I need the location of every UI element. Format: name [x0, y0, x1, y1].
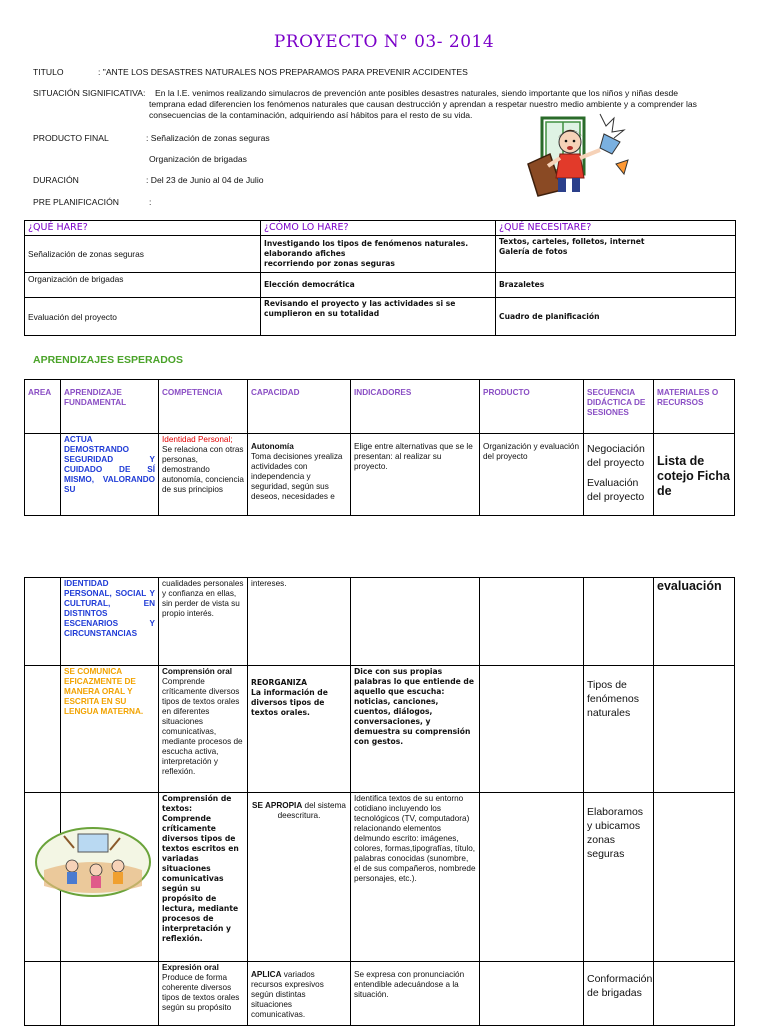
plan-necesito-line: Textos, carteles, folletos, internet: [499, 237, 645, 246]
producto-value-1: : Señalización de zonas seguras: [146, 133, 270, 143]
header-competencia: COMPETENCIA: [159, 380, 248, 434]
secuencia-cell: [584, 578, 654, 666]
producto-value-2: Organización de brigadas: [149, 154, 247, 164]
capacidad-cell: [248, 793, 351, 962]
producto-cell: Organización y evaluación del proyecto: [480, 434, 584, 516]
secuencia-item: Negociación del proyecto: [587, 443, 645, 469]
plan-necesito-cell: Brazaletes: [496, 273, 736, 298]
header-producto: PRODUCTO: [480, 380, 584, 434]
classroom-illustration: [34, 826, 152, 898]
capacidad-cell: intereses.: [248, 578, 351, 666]
materiales-cell: [654, 793, 735, 962]
table-row: [25, 273, 736, 298]
capacidad-heading: REORGANIZA: [251, 678, 308, 687]
duracion-value: : Del 23 de Junio al 04 de Julio: [146, 175, 264, 185]
plan-necesito-line: Galería de fotos: [499, 247, 568, 256]
producto-label: PRODUCTO FINAL: [33, 133, 109, 143]
plan-header-como: ¿CÓMO LO HARE?: [261, 221, 496, 236]
plan-como-cell: [261, 298, 496, 336]
capacidad-cell: [248, 962, 351, 1026]
pre-planificacion-value: :: [149, 197, 152, 207]
capacidad-text: La información de diversos tipos de textos orales.: [251, 688, 328, 717]
situacion-line-2: temprana edad diferencien los fenómenos naturales que causan destrucción y aprendan a respetar nuestro medio ambiente y a comprender las: [149, 99, 697, 109]
capacidad-text: variados recursos expresivos según distintas situaciones comunicativas.: [251, 970, 324, 1019]
plan-necesito-cell: Cuadro de planificación: [496, 298, 736, 336]
aprendizaje-cell: [61, 962, 159, 1026]
capacidad-text: Toma decisiones yrealiza actividades con independencia y seguridad, según sus deseos, necesidades e: [251, 452, 343, 501]
capacidad-heading: SE APROPIA: [252, 801, 303, 810]
indicadores-cell: Se expresa con pronunciación entendible adecuándose a la situación.: [351, 962, 480, 1026]
capacidad-cell: [248, 666, 351, 793]
header-indicadores: INDICADORES: [351, 380, 480, 434]
plan-como-line: cumplieron en su totalidad: [264, 309, 380, 318]
section-title: APRENDIZAJES ESPERADOS: [33, 354, 183, 366]
header-secuencia: SECUENCIA DIDÁCTICA DE SESIONES: [584, 380, 654, 434]
plan-como-cell: [261, 236, 496, 273]
titulo-value: : "ANTE LOS DESASTRES NATURALES NOS PREPARAMOS PARA PREVENIR ACCIDENTES: [98, 67, 468, 77]
capacidad-text: del sistema deescritura.: [277, 801, 346, 820]
capacidad-heading: Autonomía: [251, 442, 294, 451]
learning-table-continued: [24, 577, 735, 1026]
secuencia-cell: Conformación de brigadas: [584, 962, 654, 1026]
plan-como-line: Investigando los tipos de fenómenos naturales.: [264, 239, 469, 248]
table-row: [25, 236, 736, 273]
plan-que-cell: Organización de brigadas: [25, 273, 261, 298]
girl-window-illustration: [520, 104, 632, 200]
situacion-label: SITUACIÓN SIGNIFICATIVA:: [33, 88, 146, 98]
competencia-text: Comprende críticamente diversos tipos de textos orales en diferentes situaciones comunicativas, mediante procesos de escucha activa, interpretación y reflexión.: [162, 677, 243, 776]
area-cell: [25, 434, 61, 516]
competencia-cell: [159, 793, 248, 962]
competencia-heading: Identidad Personal;: [162, 435, 233, 444]
header-capacidad: CAPACIDAD: [248, 380, 351, 434]
capacidad-heading: APLICA: [251, 970, 282, 979]
competencia-heading: Comprensión de textos:: [162, 794, 232, 813]
table-row: [25, 666, 735, 793]
competencia-text: Se relaciona con otras personas, demostrando autonomía, conciencia de sus principios: [162, 445, 244, 494]
area-cell: [25, 578, 61, 666]
competencia-cell: [159, 962, 248, 1026]
titulo-label: TITULO: [33, 67, 64, 77]
producto-cell: [480, 962, 584, 1026]
table-row: [25, 962, 735, 1026]
indicadores-cell: Elige entre alternativas que se le presentan: al realizar su proyecto.: [351, 434, 480, 516]
situacion-line-3: consecuencias de la contaminación, adquiriendo así hábitos para el resto de su vida.: [149, 110, 473, 120]
plan-header-necesito: ¿QUÉ NECESITARE?: [496, 221, 736, 236]
secuencia-cell: Elaboramos y ubicamos zonas seguras: [584, 793, 654, 962]
capacidad-cell: [248, 434, 351, 516]
pre-planificacion-label: PRE PLANIFICACIÓN: [33, 197, 119, 207]
producto-cell: [480, 793, 584, 962]
header-area: AREA: [25, 380, 61, 434]
indicadores-cell: Dice con sus propias palabras lo que entiende de aquello que escucha: noticias, canciones, cuentos, diálogos, conversaciones, y demuestra su comprensión con gestos.: [351, 666, 480, 793]
aprendizaje-cell: SE COMUNICA EFICAZMENTE DE MANERA ORAL Y ESCRITA EN SU LENGUA MATERNA.: [61, 666, 159, 793]
producto-cell: [480, 578, 584, 666]
aprendizaje-cell: IDENTIDAD PERSONAL, SOCIAL Y CULTURAL, EN DISTINTOS ESCENARIOS Y CIRCUNSTANCIAS: [61, 578, 159, 666]
materiales-cell: [654, 666, 735, 793]
plan-como-line: elaborando afiches: [264, 249, 346, 258]
header-aprendizaje: APRENDIZAJE FUNDAMENTAL: [61, 380, 159, 434]
plan-necesito-cell: [496, 236, 736, 273]
area-cell: [25, 962, 61, 1026]
indicadores-cell: Identifica textos de su entorno cotidiano incluyendo los tecnológicos (TV, computadora) relacionando elementos delmundo escrito: imágenes, colores, formas,tipografías, título, palabras conocidas (sunombre, el de sus compañeros, nombrede personajes, etc.).: [351, 793, 480, 962]
materiales-cell: Lista de cotejo Ficha de: [654, 434, 735, 516]
situacion-line-1: En la I.E. venimos realizando simulacros de prevención ante posibles desastres naturales, siendo importante que los niños y niñas desde: [155, 88, 679, 98]
indicadores-cell: [351, 578, 480, 666]
competencia-text: Produce de forma coherente diversos tipos de textos orales según su propósito: [162, 973, 240, 1012]
secuencia-item: Evaluación del proyecto: [587, 477, 645, 503]
table-row: [25, 578, 735, 666]
header-materiales: MATERIALES O RECURSOS: [654, 380, 735, 434]
plan-que-cell: Señalización de zonas seguras: [25, 236, 261, 273]
plan-header-que: ¿QUÉ HARE?: [25, 221, 261, 236]
materiales-cell: [654, 962, 735, 1026]
competencia-text: Comprende críticamente diversos tipos de textos escritos en variadas situaciones comunicativas según su propósito de lectura, mediante procesos de interpretación y reflexión.: [162, 814, 239, 943]
page-title: PROYECTO N° 03- 2014: [273, 32, 495, 52]
competencia-cell: [159, 666, 248, 793]
secuencia-cell: [584, 434, 654, 516]
table-row: [25, 434, 735, 516]
plan-como-cell: Elección democrática: [261, 273, 496, 298]
duracion-label: DURACIÓN: [33, 175, 79, 185]
plan-como-line: recorriendo por zonas seguras: [264, 259, 395, 268]
plan-como-line: Revisando el proyecto y las actividades si se: [264, 299, 456, 308]
secuencia-cell: Tipos de fenómenos naturales: [584, 666, 654, 793]
area-cell: [25, 666, 61, 793]
plan-que-cell: Evaluación del proyecto: [25, 298, 261, 336]
competencia-heading: Expresión oral: [162, 963, 219, 972]
competencia-cell: cualidades personales y confianza en ellas, sin perder de vista su propio interés.: [159, 578, 248, 666]
learning-table: [24, 379, 735, 516]
aprendizaje-cell: ACTUA DEMOSTRANDO SEGURIDAD Y CUIDADO DE SÍ MISMO, VALORANDO SU: [61, 434, 159, 516]
table-row: [25, 298, 736, 336]
planning-table: [24, 220, 736, 336]
materiales-cell: evaluación: [654, 578, 735, 666]
producto-cell: [480, 666, 584, 793]
competencia-cell: [159, 434, 248, 516]
competencia-heading: Comprensión oral: [162, 667, 233, 676]
